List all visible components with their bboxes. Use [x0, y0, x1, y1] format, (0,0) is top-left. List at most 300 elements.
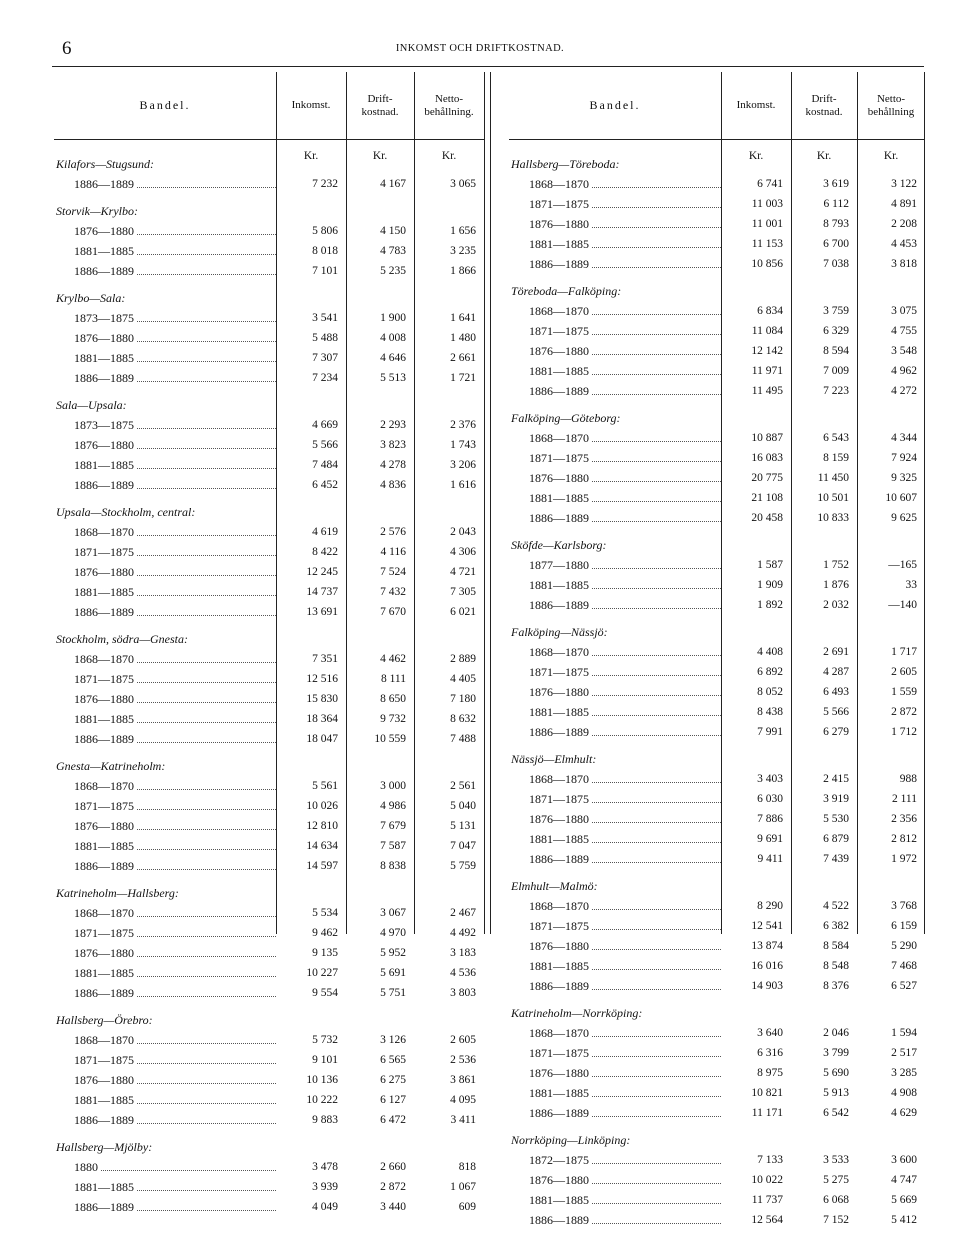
left-nettobehallning-value: 3 411	[450, 1114, 476, 1126]
right-data-row	[509, 789, 925, 809]
right-period-cell	[529, 1190, 721, 1210]
right-data-row	[509, 769, 925, 789]
right-period-label: 1886—1889	[529, 257, 589, 271]
left-inkomst-value: 12 245	[306, 566, 338, 578]
right-data-row	[509, 381, 925, 401]
right-driftkostnad-value: 3 919	[823, 793, 849, 805]
right-driftkostnad-value: 6 542	[823, 1107, 849, 1119]
left-nettobehallning-value: 609	[458, 1201, 476, 1213]
right-nettobehallning-value: 6 527	[891, 980, 917, 992]
right-period-cell	[529, 829, 721, 849]
right-driftkostnad-value: 3 533	[823, 1154, 849, 1166]
left-period-label: 1886—1889	[74, 859, 134, 873]
left-driftkostnad-value: 6 472	[380, 1114, 406, 1126]
left-nettobehallning-value: 3 235	[450, 245, 476, 257]
right-period-cell	[529, 769, 721, 789]
left-leader-dots	[74, 1157, 276, 1171]
left-inkomst-value: 10 136	[306, 1074, 338, 1086]
left-data-row	[54, 348, 484, 368]
left-period-cell	[74, 776, 276, 796]
left-data-row	[54, 415, 484, 435]
left-group-title: Katrineholm—Hallsberg:	[56, 886, 179, 900]
right-period-cell	[529, 234, 721, 254]
left-header-netto-2: behållning.	[424, 105, 474, 118]
right-driftkostnad-value: 10 833	[817, 512, 849, 524]
left-data-row	[54, 1197, 484, 1217]
right-inkomst-value: 21 108	[751, 492, 783, 504]
left-nettobehallning-value: 1 067	[450, 1181, 476, 1193]
right-driftkostnad-value: 8 376	[823, 980, 849, 992]
left-inkomst-value: 14 597	[306, 860, 338, 872]
left-period-label: 1871—1875	[74, 926, 134, 940]
right-nettobehallning-value: 3 768	[891, 900, 917, 912]
right-inkomst-value: 9 411	[757, 853, 783, 865]
right-period-cell	[529, 976, 721, 996]
right-data-row	[509, 809, 925, 829]
left-inkomst-value: 4 619	[312, 526, 338, 538]
right-period-cell	[529, 1083, 721, 1103]
left-group-title: Sala—Upsala:	[56, 398, 127, 412]
right-group-title: Elmhult—Malmö:	[511, 879, 598, 893]
left-period-cell	[74, 649, 276, 669]
left-driftkostnad-value: 6 275	[380, 1074, 406, 1086]
right-driftkostnad-value: 8 594	[823, 345, 849, 357]
right-driftkostnad-value: 5 530	[823, 813, 849, 825]
rule-right-2	[791, 72, 792, 934]
right-nettobehallning-value: 4 344	[891, 432, 917, 444]
left-nettobehallning-value: 2 467	[450, 907, 476, 919]
right-header-drift-2: kostnad.	[805, 105, 843, 118]
left-data-row	[54, 689, 484, 709]
right-group-title: Falköping—Göteborg:	[511, 411, 621, 425]
left-data-row	[54, 816, 484, 836]
right-driftkostnad-value: 1 876	[823, 579, 849, 591]
right-data-row	[509, 555, 925, 575]
right-data-row	[509, 976, 925, 996]
right-period-label: 1876—1880	[529, 1066, 589, 1080]
left-nettobehallning-value: 3 861	[450, 1074, 476, 1086]
right-nettobehallning-value: 2 605	[891, 666, 917, 678]
left-period-cell	[74, 1050, 276, 1070]
left-period-cell	[74, 475, 276, 495]
left-inkomst-value: 8 422	[312, 546, 338, 558]
left-inkomst-value: 15 830	[306, 693, 338, 705]
right-nettobehallning-value: 1 972	[891, 853, 917, 865]
left-inkomst-value: 3 939	[312, 1181, 338, 1193]
right-data-row	[509, 1083, 925, 1103]
right-period-label: 1876—1880	[529, 1173, 589, 1187]
left-period-label: 1876—1880	[74, 438, 134, 452]
left-driftkostnad-value: 8 838	[380, 860, 406, 872]
left-period-label: 1886—1889	[74, 986, 134, 1000]
right-nettobehallning-value: 3 075	[891, 305, 917, 317]
right-driftkostnad-value: 10 501	[817, 492, 849, 504]
left-period-label: 1881—1885	[74, 966, 134, 980]
right-inkomst-value: 11 003	[751, 198, 783, 210]
right-period-cell	[529, 575, 721, 595]
right-driftkostnad-value: 4 287	[823, 666, 849, 678]
right-data-row	[509, 468, 925, 488]
left-inkomst-value: 5 488	[312, 332, 338, 344]
right-period-cell	[529, 809, 721, 829]
right-inkomst-value: 16 083	[751, 452, 783, 464]
rule-left-2	[346, 72, 347, 934]
right-data-row	[509, 1190, 925, 1210]
right-period-label: 1881—1885	[529, 705, 589, 719]
left-inkomst-value: 5 561	[312, 780, 338, 792]
left-period-label: 1881—1885	[74, 244, 134, 258]
right-inkomst-value: 20 775	[751, 472, 783, 484]
left-inkomst-value: 5 566	[312, 439, 338, 451]
right-driftkostnad-value: 5 275	[823, 1174, 849, 1186]
right-group-title: Sköfde—Karlsborg:	[511, 538, 607, 552]
left-period-label: 1876—1880	[74, 692, 134, 706]
right-period-cell	[529, 1023, 721, 1043]
left-data-row	[54, 455, 484, 475]
right-data-row	[509, 254, 925, 274]
left-nettobehallning-value: 1 866	[450, 265, 476, 277]
left-period-label: 1881—1885	[74, 712, 134, 726]
left-driftkostnad-value: 3 126	[380, 1034, 406, 1046]
right-header-inkomst: Inkomst.	[736, 99, 776, 111]
right-period-cell	[529, 214, 721, 234]
right-inkomst-value: 6 030	[757, 793, 783, 805]
left-period-label: 1886—1889	[74, 478, 134, 492]
left-period-label: 1876—1880	[74, 819, 134, 833]
right-period-cell	[529, 662, 721, 682]
right-driftkostnad-value: 8 548	[823, 960, 849, 972]
left-period-label: 1868—1870	[74, 1033, 134, 1047]
right-nettobehallning-value: 2 356	[891, 813, 917, 825]
right-nettobehallning-value: 5 669	[891, 1194, 917, 1206]
left-driftkostnad-value: 7 670	[380, 606, 406, 618]
right-driftkostnad-value: 6 329	[823, 325, 849, 337]
left-driftkostnad-value: 5 691	[380, 967, 406, 979]
left-driftkostnad-value: 4 116	[380, 546, 406, 558]
left-nettobehallning-value: 818	[458, 1161, 476, 1173]
left-driftkostnad-value: 4 278	[380, 459, 406, 471]
left-nettobehallning-value: 1 656	[450, 225, 476, 237]
left-nettobehallning-value: 4 095	[450, 1094, 476, 1106]
rule-middle	[490, 72, 491, 934]
right-nettobehallning-value: 2 111	[891, 793, 917, 805]
left-header	[54, 72, 484, 140]
right-period-cell	[529, 361, 721, 381]
right-period-label: 1881—1885	[529, 832, 589, 846]
right-data-row	[509, 916, 925, 936]
left-period-label: 1876—1880	[74, 1073, 134, 1087]
left-inkomst-value: 18 364	[306, 713, 338, 725]
left-header-drift	[346, 72, 414, 139]
left-nettobehallning-value: 8 632	[450, 713, 476, 725]
running-title: INKOMST OCH DRIFTKOSTNAD.	[395, 43, 565, 54]
left-period-label: 1881—1885	[74, 585, 134, 599]
right-group-title: Katrineholm—Norrköping:	[511, 1006, 643, 1020]
right-inkomst-value: 7 991	[757, 726, 783, 738]
left-period-label: 1868—1870	[74, 906, 134, 920]
right-period-label: 1876—1880	[529, 471, 589, 485]
right-data-row	[509, 508, 925, 528]
left-nettobehallning-value: 1 743	[450, 439, 476, 451]
right-nettobehallning-value: 3 285	[891, 1067, 917, 1079]
right-inkomst-value: 7 886	[757, 813, 783, 825]
right-data-row	[509, 194, 925, 214]
left-nettobehallning-value: 1 721	[450, 372, 476, 384]
right-data-row	[509, 428, 925, 448]
right-inkomst-value: 14 903	[751, 980, 783, 992]
left-period-label: 1868—1870	[74, 525, 134, 539]
right-driftkostnad-value: 6 068	[823, 1194, 849, 1206]
left-period-label: 1876—1880	[74, 565, 134, 579]
left-data-row	[54, 903, 484, 923]
left-period-cell	[74, 923, 276, 943]
left-nettobehallning-value: 4 405	[450, 673, 476, 685]
right-nettobehallning-value: 5 290	[891, 940, 917, 952]
left-driftkostnad-value: 5 751	[380, 987, 406, 999]
right-nettobehallning-value: 2 872	[891, 706, 917, 718]
right-driftkostnad-value: 7 152	[823, 1214, 849, 1226]
right-period-label: 1886—1889	[529, 725, 589, 739]
left-data-row	[54, 1050, 484, 1070]
left-period-label: 1876—1880	[74, 946, 134, 960]
left-period-cell	[74, 415, 276, 435]
right-period-label: 1881—1885	[529, 959, 589, 973]
right-driftkostnad-value: 2 415	[823, 773, 849, 785]
right-inkomst-value: 10 821	[751, 1087, 783, 1099]
page-number: 6	[62, 38, 72, 59]
right-nettobehallning-value: 4 629	[891, 1107, 917, 1119]
right-driftkostnad-value: 2 691	[823, 646, 849, 658]
right-period-label: 1881—1885	[529, 1086, 589, 1100]
left-driftkostnad-value: 7 587	[380, 840, 406, 852]
right-period-label: 1877—1880	[529, 558, 589, 572]
left-period-label: 1881—1885	[74, 1093, 134, 1107]
left-inkomst-value: 3 478	[312, 1161, 338, 1173]
left-inkomst-value: 4 669	[312, 419, 338, 431]
right-inkomst-value: 8 975	[757, 1067, 783, 1079]
left-period-cell	[74, 1090, 276, 1110]
right-nettobehallning-value: 3 122	[891, 178, 917, 190]
left-inkomst-value: 5 806	[312, 225, 338, 237]
right-period-cell	[529, 1150, 721, 1170]
left-driftkostnad-value: 4 150	[380, 225, 406, 237]
left-nettobehallning-value: 7 488	[450, 733, 476, 745]
right-period-label: 1868—1870	[529, 772, 589, 786]
right-inkomst-value: 12 564	[751, 1214, 783, 1226]
right-data-row	[509, 849, 925, 869]
left-driftkostnad-value: 10 559	[374, 733, 406, 745]
right-driftkostnad-value: 6 493	[823, 686, 849, 698]
right-driftkostnad-value: 2 032	[823, 599, 849, 611]
right-period-cell	[529, 194, 721, 214]
left-driftkostnad-value: 4 462	[380, 653, 406, 665]
left-period-cell	[74, 1157, 276, 1177]
right-data-row	[509, 214, 925, 234]
left-period-cell	[74, 221, 276, 241]
right-data-row	[509, 341, 925, 361]
left-nettobehallning-value: 3 206	[450, 459, 476, 471]
left-period-label: 1881—1885	[74, 351, 134, 365]
left-period-cell	[74, 709, 276, 729]
right-nettobehallning-value: 1 594	[891, 1027, 917, 1039]
right-driftkostnad-value: 3 759	[823, 305, 849, 317]
left-inkomst-value: 12 810	[306, 820, 338, 832]
left-data-row	[54, 562, 484, 582]
left-inkomst-value: 8 018	[312, 245, 338, 257]
left-group-title: Kilafors—Stugsund:	[56, 157, 155, 171]
left-header-netto-1: Netto-	[434, 92, 464, 105]
left-inkomst-value: 7 234	[312, 372, 338, 384]
right-period-label: 1871—1875	[529, 792, 589, 806]
left-driftkostnad-value: 4 783	[380, 245, 406, 257]
right-unit-label: Kr.	[883, 150, 899, 162]
left-period-cell	[74, 261, 276, 281]
left-driftkostnad-value: 4 970	[380, 927, 406, 939]
left-driftkostnad-value: 2 872	[380, 1181, 406, 1193]
right-driftkostnad-value: 1 752	[823, 559, 849, 571]
right-header	[509, 72, 925, 140]
left-nettobehallning-value: 5 131	[450, 820, 476, 832]
right-period-cell	[529, 936, 721, 956]
left-driftkostnad-value: 8 650	[380, 693, 406, 705]
left-driftkostnad-value: 3 440	[380, 1201, 406, 1213]
right-inkomst-value: 11 001	[751, 218, 783, 230]
right-driftkostnad-value: 5 566	[823, 706, 849, 718]
left-period-label: 1886—1889	[74, 1200, 134, 1214]
left-inkomst-value: 5 732	[312, 1034, 338, 1046]
right-period-label: 1871—1875	[529, 451, 589, 465]
right-period-label: 1876—1880	[529, 812, 589, 826]
left-data-row	[54, 983, 484, 1003]
right-driftkostnad-value: 2 046	[823, 1027, 849, 1039]
left-nettobehallning-value: 1 480	[450, 332, 476, 344]
left-period-cell	[74, 174, 276, 194]
left-group-title: Hallsberg—Mjölby:	[56, 1140, 153, 1154]
left-data-row	[54, 856, 484, 876]
right-data-row	[509, 1150, 925, 1170]
right-driftkostnad-value: 7 223	[823, 385, 849, 397]
left-driftkostnad-value: 4 008	[380, 332, 406, 344]
left-driftkostnad-value: 5 513	[380, 372, 406, 384]
right-data-row	[509, 1023, 925, 1043]
left-header-netto	[414, 72, 484, 139]
right-period-label: 1872—1875	[529, 1153, 589, 1167]
left-period-label: 1881—1885	[74, 839, 134, 853]
right-inkomst-value: 11 495	[751, 385, 783, 397]
left-unit-label: Kr.	[372, 150, 388, 162]
right-unit-label: Kr.	[816, 150, 832, 162]
left-inkomst-value: 7 351	[312, 653, 338, 665]
left-unit-label: Kr.	[303, 150, 319, 162]
left-period-label: 1871—1875	[74, 1053, 134, 1067]
left-driftkostnad-value: 8 111	[380, 673, 406, 685]
right-driftkostnad-value: 4 522	[823, 900, 849, 912]
right-inkomst-value: 8 438	[757, 706, 783, 718]
left-data-row	[54, 475, 484, 495]
right-nettobehallning-value: 988	[899, 773, 917, 785]
right-header-netto-1: Netto-	[876, 92, 906, 105]
left-period-cell	[74, 328, 276, 348]
left-driftkostnad-value: 3 823	[380, 439, 406, 451]
right-inkomst-value: 16 016	[751, 960, 783, 972]
right-data-row	[509, 321, 925, 341]
left-period-label: 1868—1870	[74, 779, 134, 793]
left-inkomst-value: 18 047	[306, 733, 338, 745]
left-period-label: 1886—1889	[74, 605, 134, 619]
left-data-row	[54, 776, 484, 796]
right-period-cell	[529, 428, 721, 448]
right-driftkostnad-value: 6 279	[823, 726, 849, 738]
right-period-label: 1868—1870	[529, 304, 589, 318]
left-driftkostnad-value: 9 732	[380, 713, 406, 725]
right-period-cell	[529, 702, 721, 722]
right-period-label: 1876—1880	[529, 939, 589, 953]
right-period-cell	[529, 174, 721, 194]
left-period-cell	[74, 1110, 276, 1130]
right-nettobehallning-value: 2 208	[891, 218, 917, 230]
left-driftkostnad-value: 7 679	[380, 820, 406, 832]
left-data-row	[54, 308, 484, 328]
right-data-row	[509, 702, 925, 722]
left-data-row	[54, 1157, 484, 1177]
left-driftkostnad-value: 2 576	[380, 526, 406, 538]
right-nettobehallning-value: 6 159	[891, 920, 917, 932]
left-driftkostnad-value: 3 000	[380, 780, 406, 792]
right-period-cell	[529, 1210, 721, 1230]
right-driftkostnad-value: 5 913	[823, 1087, 849, 1099]
right-nettobehallning-value: 4 891	[891, 198, 917, 210]
left-inkomst-value: 12 516	[306, 673, 338, 685]
right-nettobehallning-value: 3 548	[891, 345, 917, 357]
left-inkomst-value: 14 634	[306, 840, 338, 852]
left-period-label: 1873—1875	[74, 311, 134, 325]
right-period-label: 1876—1880	[529, 217, 589, 231]
right-period-cell	[529, 381, 721, 401]
left-data-row	[54, 602, 484, 622]
right-period-label: 1876—1880	[529, 344, 589, 358]
right-inkomst-value: 1 909	[757, 579, 783, 591]
right-group-title: Norrköping—Linköping:	[511, 1133, 631, 1147]
left-period-label: 1880	[74, 1160, 98, 1174]
right-period-label: 1868—1870	[529, 1026, 589, 1040]
left-driftkostnad-value: 4 986	[380, 800, 406, 812]
right-period-cell	[529, 916, 721, 936]
left-inkomst-value: 9 883	[312, 1114, 338, 1126]
right-driftkostnad-value: 6 879	[823, 833, 849, 845]
left-period-label: 1868—1870	[74, 652, 134, 666]
left-group-title: Gnesta—Katrineholm:	[56, 759, 166, 773]
left-inkomst-value: 7 484	[312, 459, 338, 471]
right-period-label: 1886—1889	[529, 598, 589, 612]
left-period-label: 1871—1875	[74, 672, 134, 686]
right-inkomst-value: 13 874	[751, 940, 783, 952]
right-group-title: Falköping—Nässjö:	[511, 625, 608, 639]
left-data-row	[54, 1070, 484, 1090]
rule-left-3	[414, 72, 415, 934]
right-period-cell	[529, 595, 721, 615]
right-inkomst-value: 10 856	[751, 258, 783, 270]
right-inkomst-value: 20 458	[751, 512, 783, 524]
left-period-label: 1881—1885	[74, 458, 134, 472]
left-inkomst-value: 14 737	[306, 586, 338, 598]
right-nettobehallning-value: 7 924	[891, 452, 917, 464]
right-driftkostnad-value: 5 690	[823, 1067, 849, 1079]
left-data-row	[54, 709, 484, 729]
right-inkomst-value: 11 737	[751, 1194, 783, 1206]
left-nettobehallning-value: 7 047	[450, 840, 476, 852]
right-period-label: 1871—1875	[529, 665, 589, 679]
right-data-row	[509, 896, 925, 916]
